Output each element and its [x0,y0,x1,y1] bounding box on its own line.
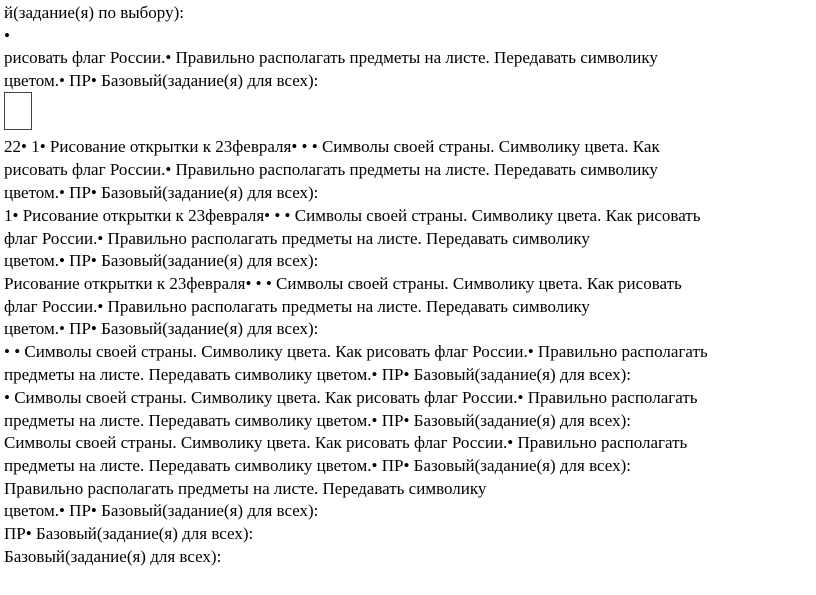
text-line: флаг России.• Правильно располагать предметы на листе. Передавать символику [4,297,590,316]
text-line: • Символы своей страны. Символику цвета. Как рисовать флаг России.• Правильно располагать [4,388,698,407]
text-line: й(задание(я) по выбору): [4,3,184,22]
text-line: Базовый(задание(я) для всех): [4,547,222,566]
text-line: цветом.• ПР• Базовый(задание(я) для всех): [4,501,319,520]
checkbox[interactable] [4,92,32,130]
text-line: рисовать флаг России.• Правильно располагать предметы на листе. Передавать символику [4,48,658,67]
text-line: 1• Рисование открытки к 23февраля• • • Символы своей страны. Символику цвета. Как рисовать [4,206,701,225]
text-line: Символы своей страны. Символику цвета. Как рисовать флаг России.• Правильно располагать [4,433,688,452]
text-line: Рисование открытки к 23февраля• • • Символы своей страны. Символику цвета. Как рисовать [4,274,682,293]
text-line: цветом.• ПР• Базовый(задание(я) для всех): [4,71,319,90]
text-line: рисовать флаг России.• Правильно располагать предметы на листе. Передавать символику [4,160,658,179]
text-line: 22• 1• Рисование открытки к 23февраля• • • Символы своей страны. Символику цвета. Как [4,137,660,156]
text-line: предметы на листе. Передавать символику цветом.• ПР• Базовый(задание(я) для всех): [4,411,631,430]
text-line: • [4,26,10,45]
text-line: цветом.• ПР• Базовый(задание(я) для всех): [4,251,319,270]
text-line: предметы на листе. Передавать символику цветом.• ПР• Базовый(задание(я) для всех): [4,456,631,475]
text-line: цветом.• ПР• Базовый(задание(я) для всех): [4,319,319,338]
text-line: ПР• Базовый(задание(я) для всех): [4,524,254,543]
text-line: предметы на листе. Передавать символику цветом.• ПР• Базовый(задание(я) для всех): [4,365,631,384]
text-line: флаг России.• Правильно располагать предметы на листе. Передавать символику [4,229,590,248]
text-line: • • Символы своей страны. Символику цвета. Как рисовать флаг России.• Правильно располагать [4,342,708,361]
text-line: Правильно располагать предметы на листе. Передавать символику [4,479,487,498]
text-line: цветом.• ПР• Базовый(задание(я) для всех): [4,183,319,202]
